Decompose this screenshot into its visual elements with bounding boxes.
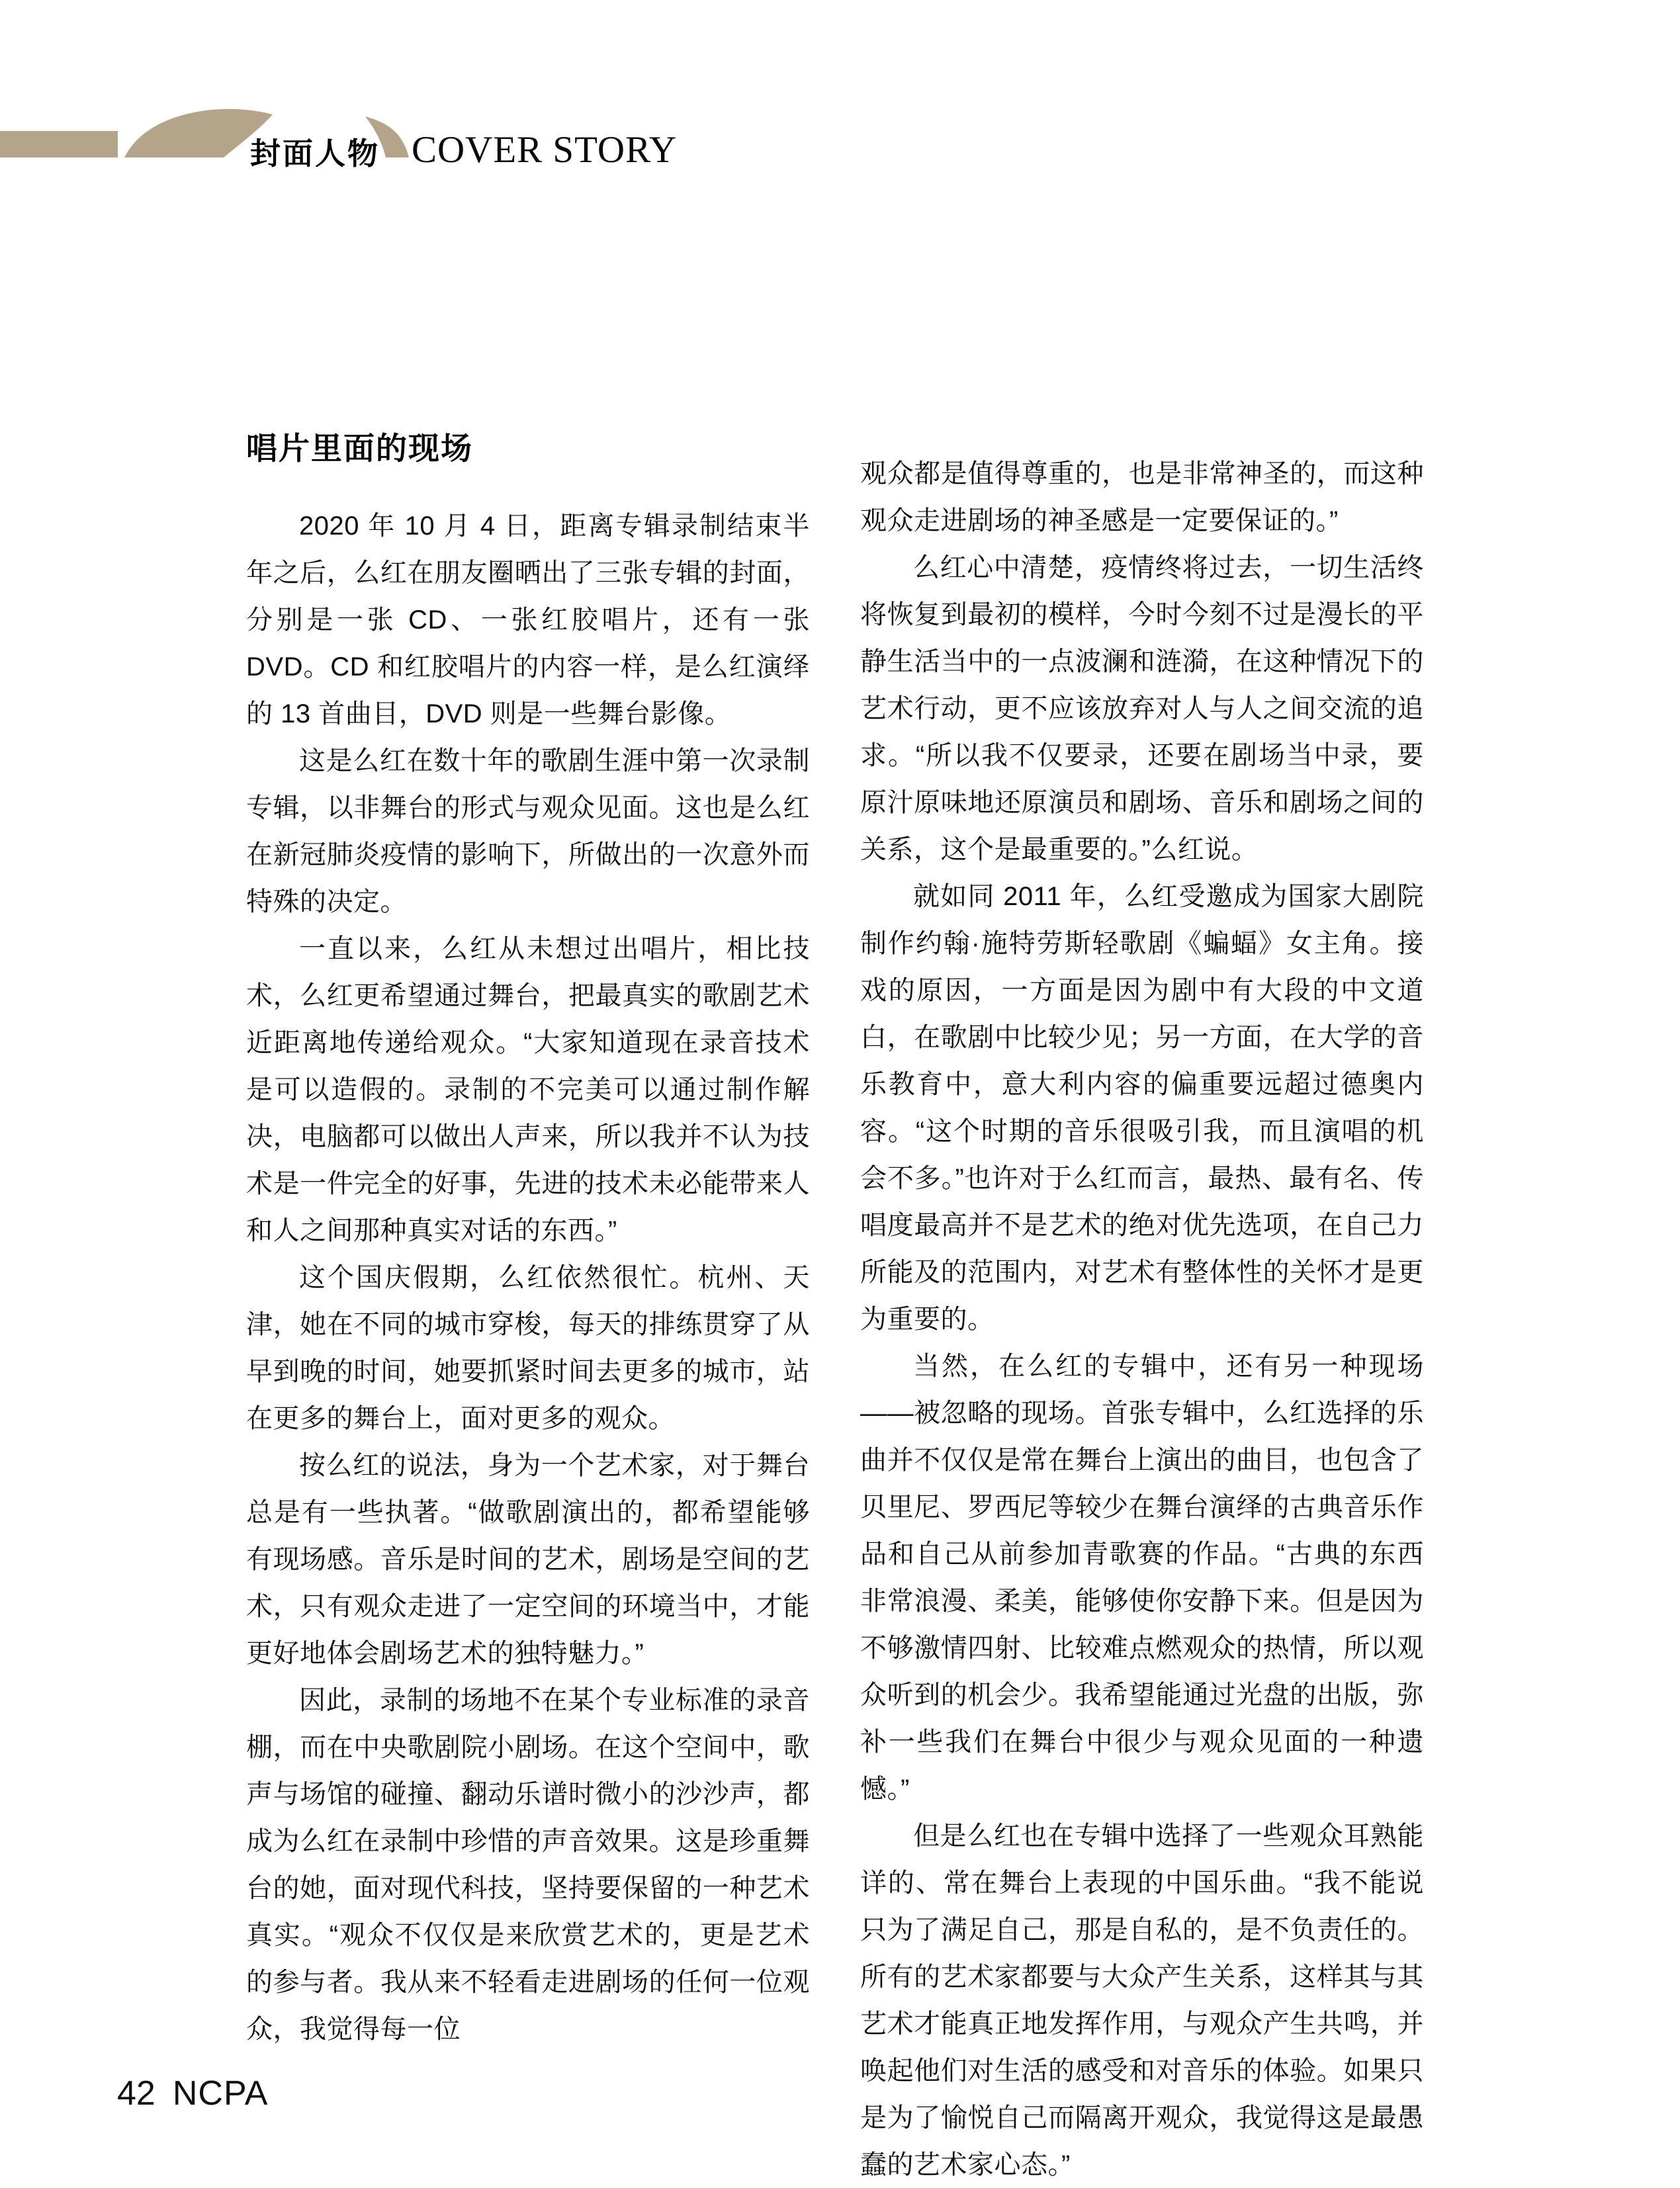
- article-paragraph-continuation: 观众都是值得尊重的，也是非常神圣的，而这种观众走进剧场的神圣感是一定要保证的。”: [860, 459, 1424, 535]
- article-paragraph: 这是么红在数十年的歌剧生涯中第一次录制专辑，以非舞台的形式与观众见面。这也是么红在新冠肺炎疫情的影响下，所做出的一次意外而特殊的决定。: [246, 746, 810, 916]
- article-paragraph: 按么红的说法，身为一个艺术家，对于舞台总是有一些执著。“做歌剧演出的，都希望能够有现场感。音乐是时间的艺术，剧场是空间的艺术，只有观众走进了一定空间的环境当中，才能更好地体会剧场艺术的独特魅力。”: [246, 1451, 810, 1668]
- article-paragraph: 当然，在么红的专辑中，还有另一种现场——被忽略的现场。首张专辑中，么红选择的乐曲并不仅仅是常在舞台上演出的曲目，也包含了贝里尼、罗西尼等较少在舞台演绎的古典音乐作品和自己从前参加青歌赛的作品。“古典的东西非常浪漫、柔美，能够使你安静下来。但是因为不够激情四射、比较难点燃观众的热情，所以观众听到的机会少。我希望能通过光盘的出版，弥补一些我们在舞台中很少与观众见面的一种遗憾。”: [860, 1352, 1424, 1804]
- article-column-right: [860, 451, 1424, 2188]
- article-paragraph: 就如同 2011 年，么红受邀成为国家大剧院制作约翰·施特劳斯轻歌剧《蝙蝠》女主角。接戏的原因，一方面是因为剧中有大段的中文道白，在歌剧中比较少见；另一方面，在大学的音乐教育中，意大利内容的偏重要远超过德奥内容。“这个时期的音乐很吸引我，而且演唱的机会不多。”也许对于么红而言，最热、最有名、传唱度最高并不是艺术的绝对优先选项，在自己力所能及的范围内，对艺术有整体性的关怀才是更为重要的。: [860, 882, 1424, 1334]
- article-column-left: [246, 431, 810, 2053]
- magazine-logo-text: NCPA: [172, 2074, 269, 2113]
- header-bar: [0, 131, 118, 157]
- article-paragraph: 因此，录制的场地不在某个专业标准的录音棚，而在中央歌剧院小剧场。在这个空间中，歌声与场馆的碰撞、翻动乐谱时微小的沙沙声，都成为么红在录制中珍惜的声音效果。这是珍重舞台的她，面对现代科技，坚持要保留的一种艺术真实。“观众不仅仅是来欣赏艺术的，更是艺术的参与者。我从来不轻看走进剧场的任何一位观众，我觉得每一位: [246, 1686, 810, 2044]
- article-paragraph: 2020 年 10 月 4 日，距离专辑录制结束半年之后，么红在朋友圈晒出了三张专辑的封面，分别是一张 CD、一张红胶唱片，还有一张 DVD。CD 和红胶唱片的内容一样，是么红演绎的 13 首曲目，DVD 则是一些舞台影像。: [246, 511, 810, 728]
- article-paragraph: 这个国庆假期，么红依然很忙。杭州、天津，她在不同的城市穿梭，每天的排练贯穿了从早到晚的时间，她要抓紧时间去更多的城市，站在更多的舞台上，面对更多的观众。: [246, 1263, 810, 1433]
- section-title-zh: 封面人物: [250, 136, 380, 171]
- section-title-en: COVER STORY: [412, 129, 678, 171]
- page-number: 42: [117, 2074, 155, 2113]
- article-paragraph: 么红心中清楚，疫情终将过去，一切生活终将恢复到最初的模样，今时今刻不过是漫长的平静生活当中的一点波澜和涟漪，在这种情况下的艺术行动，更不应该放弃对人与人之间交流的追求。“所以我不仅要录，还要在剧场当中录，要原汁原味地还原演员和剧场、音乐和剧场之间的关系，这个是最重要的。”么红说。: [860, 553, 1424, 864]
- article-paragraph: 但是么红也在专辑中选择了一些观众耳熟能详的、常在舞台上表现的中国乐曲。“我不能说只为了满足自己，那是自私的，是不负责任的。所有的艺术家都要与大众产生关系，这样其与其艺术才能真正地发挥作用，与观众产生共鸣，并唤起他们对生活的感受和对音乐的体验。如果只是为了愉悦自己而隔离开观众，我觉得这是最愚蠢的艺术家心态。”: [860, 1821, 1424, 2179]
- page-footer: [117, 2074, 268, 2113]
- article-paragraph: 一直以来，么红从未想过出唱片，相比技术，么红更希望通过舞台，把最真实的歌剧艺术近距离地传递给观众。“大家知道现在录音技术是可以造假的。录制的不完美可以通过制作解决，电脑都可以做出人声来，所以我并不认为技术是一件完全的好事，先进的技术未必能带来人和人之间那种真实对话的东西。”: [246, 934, 810, 1245]
- article-heading: 唱片里面的现场: [246, 431, 473, 466]
